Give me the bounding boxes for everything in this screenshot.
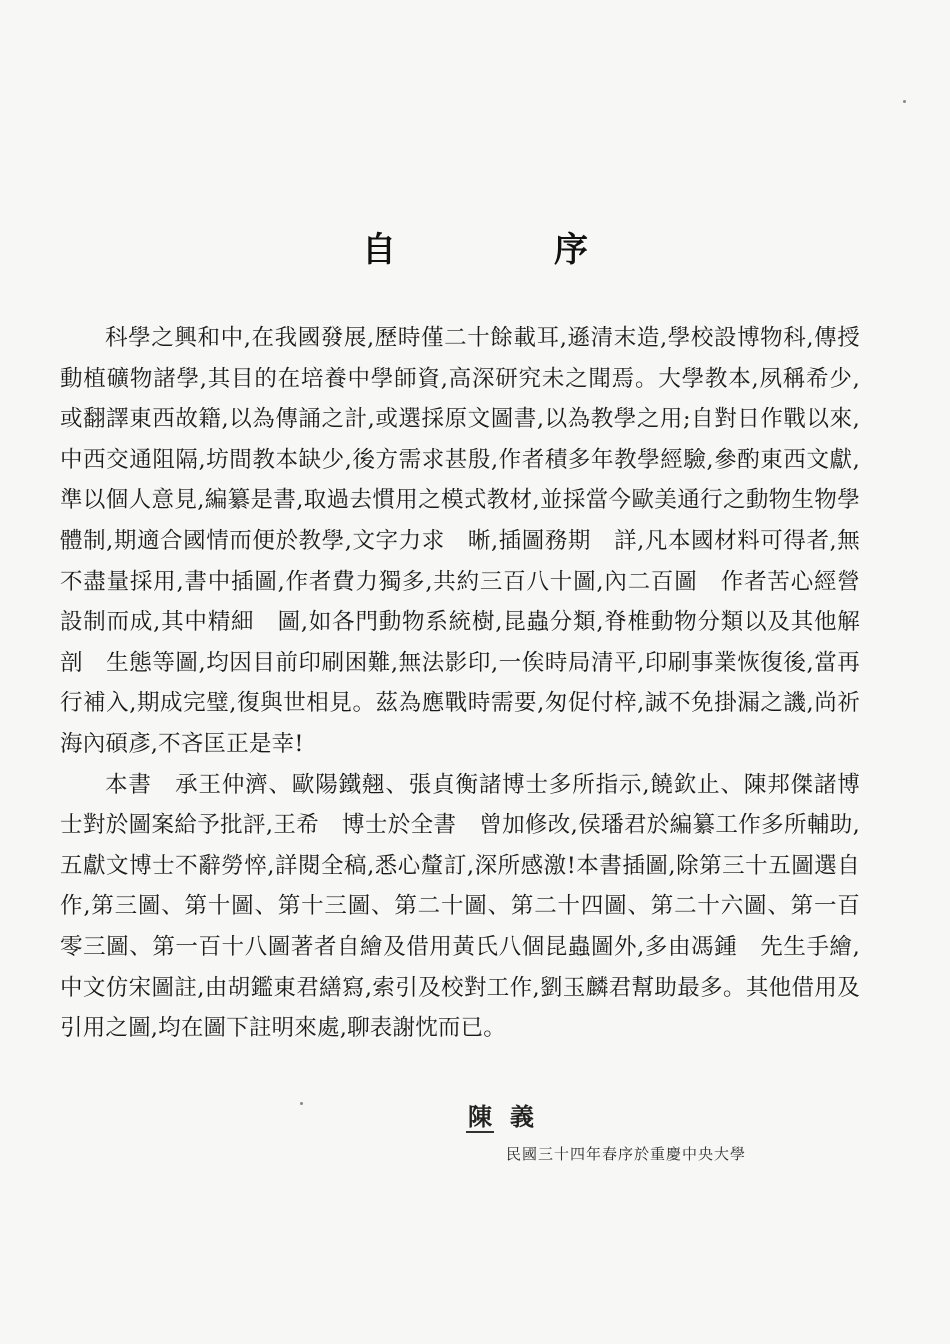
page-title: 自 序: [362, 230, 650, 270]
paragraph-1: 科學之興和中,在我國發展,歷時僅二十餘載耳,遜清末造,學校設博物科,傳授動植礦物諸學,其目的在培養中學師資,高深研究未之聞焉。大學教本,夙稱希少,或翻譯東西故籍,以為傳誦之計,或選採原文圖書,以為教學之用;自對日作戰以來,中西交通阻隔,坊間教本缺少,後方需求甚殷,作者積多年教學經驗,參酌東西文獻,準以個人意見,編纂是書,取過去慣用之模式教材,並採當今歐美通行之動物生物學體制,期適合國情而便於教學,文字力求 晰,插圖務期 詳,凡本國材料可得者,無不盡量採用,書中插圖,作者費力獨多,共約三百八十圖,內二百圖 作者苦心經營設制而成,其中精細 圖,如各門動物系統樹,昆蟲分類,脊椎動物分類以及其他解剖 生態等圖,均因目前印刷困難,無法影印,一俟時局清平,印刷事業恢復後,當再行補入,期成完璧,復與世相見。茲為應戰時需要,匆促付梓,誠不免掛漏之譏,尚祈海內碩彥,不吝匡正是幸!: [60, 325, 860, 757]
signature-underline: [466, 1131, 494, 1133]
paper-speck: [300, 1102, 303, 1105]
author-signature: 陳義: [468, 1102, 552, 1131]
paper-speck: [903, 100, 906, 103]
preface-body: [60, 318, 883, 1049]
paragraph-2: 本書 承王仲濟、歐陽鐵翹、張貞衡諸博士多所指示,饒欽止、陳邦傑諸博士對於圖案給予批評,王希 博士於全書 曾加修改,侯璠君於編纂工作多所輔助,五獻文博士不辭勞悴,詳閱全稿,悉心釐訂,深所感激!本書插圖,除第三十五圖選自 作,第三圖、第十圖、第十三圖、第二十圖、第二十四圖、第二十六圖、第一百零三圖、第一百十八圖著者自繪及借用黃氏八個昆蟲圖外,多由馮鍾 先生手繪,中文仿宋圖註,由胡鑑東君繕寫,索引及校對工作,劉玉麟君幫助最多。其他借用及引用之圖,均在圖下註明來處,聊表謝忱而已。: [60, 771, 883, 1042]
dateline: 民國三十四年春序於重慶中央大學: [506, 1145, 747, 1163]
